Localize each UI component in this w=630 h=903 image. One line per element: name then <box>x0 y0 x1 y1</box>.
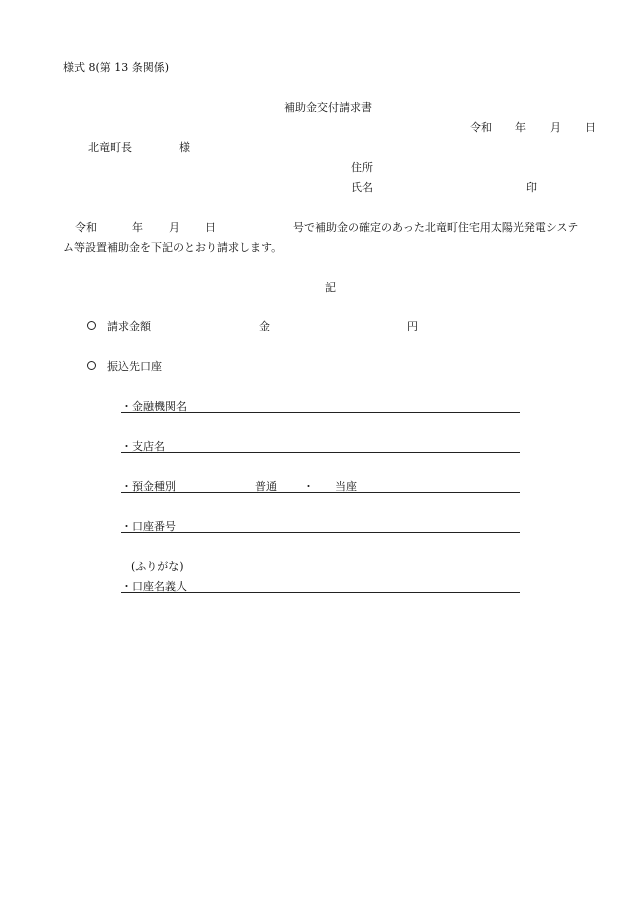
body-line-2: ム等設置補助金を下記のとおり請求します。 <box>63 241 283 254</box>
form-number: 様式 8(第 13 条関係) <box>63 61 170 74</box>
date-month-label: 月 <box>550 121 561 134</box>
date-era: 令和 <box>470 121 492 134</box>
deposit-type-label: ・預金種別 <box>121 480 176 493</box>
addressee-name: 北竜町長 <box>88 141 132 154</box>
document-title: 補助金交付請求書 <box>284 101 372 114</box>
account-number-underline <box>121 532 520 533</box>
ki-heading: 記 <box>325 281 336 294</box>
furigana-label: (ふりがな) <box>131 560 184 573</box>
transfer-account-bullet <box>87 361 96 370</box>
deposit-type-underline <box>121 492 520 493</box>
body-year-label: 年 <box>132 221 143 234</box>
applicant-name-label: 氏名 <box>351 181 373 194</box>
bank-name-underline <box>121 412 520 413</box>
bank-name-label: ・金融機関名 <box>121 400 187 413</box>
account-holder-label: ・口座名義人 <box>121 580 187 593</box>
request-amount-label: 請求金額 <box>107 320 151 333</box>
account-holder-underline <box>121 592 520 593</box>
body-month-label: 月 <box>169 221 180 234</box>
request-amount-bullet <box>87 321 96 330</box>
deposit-option-ordinary: 普通 <box>255 480 277 493</box>
account-number-label: ・口座番号 <box>121 520 176 533</box>
body-era: 令和 <box>75 221 97 234</box>
body-line-1: 号で補助金の確定のあった北竜町住宅用太陽光発電システ <box>293 221 579 234</box>
date-year-label: 年 <box>515 121 526 134</box>
addressee-honorific: 様 <box>179 141 190 154</box>
transfer-account-label: 振込先口座 <box>107 360 162 373</box>
date-day-label: 日 <box>585 121 596 134</box>
seal-mark: 印 <box>526 181 537 194</box>
deposit-option-separator: ・ <box>303 480 314 493</box>
body-day-label: 日 <box>205 221 216 234</box>
amount-kin-label: 金 <box>259 320 270 333</box>
branch-name-underline <box>121 452 520 453</box>
deposit-option-checking: 当座 <box>335 480 357 493</box>
branch-name-label: ・支店名 <box>121 440 165 453</box>
amount-yen-label: 円 <box>407 320 418 333</box>
applicant-address-label: 住所 <box>351 161 373 174</box>
